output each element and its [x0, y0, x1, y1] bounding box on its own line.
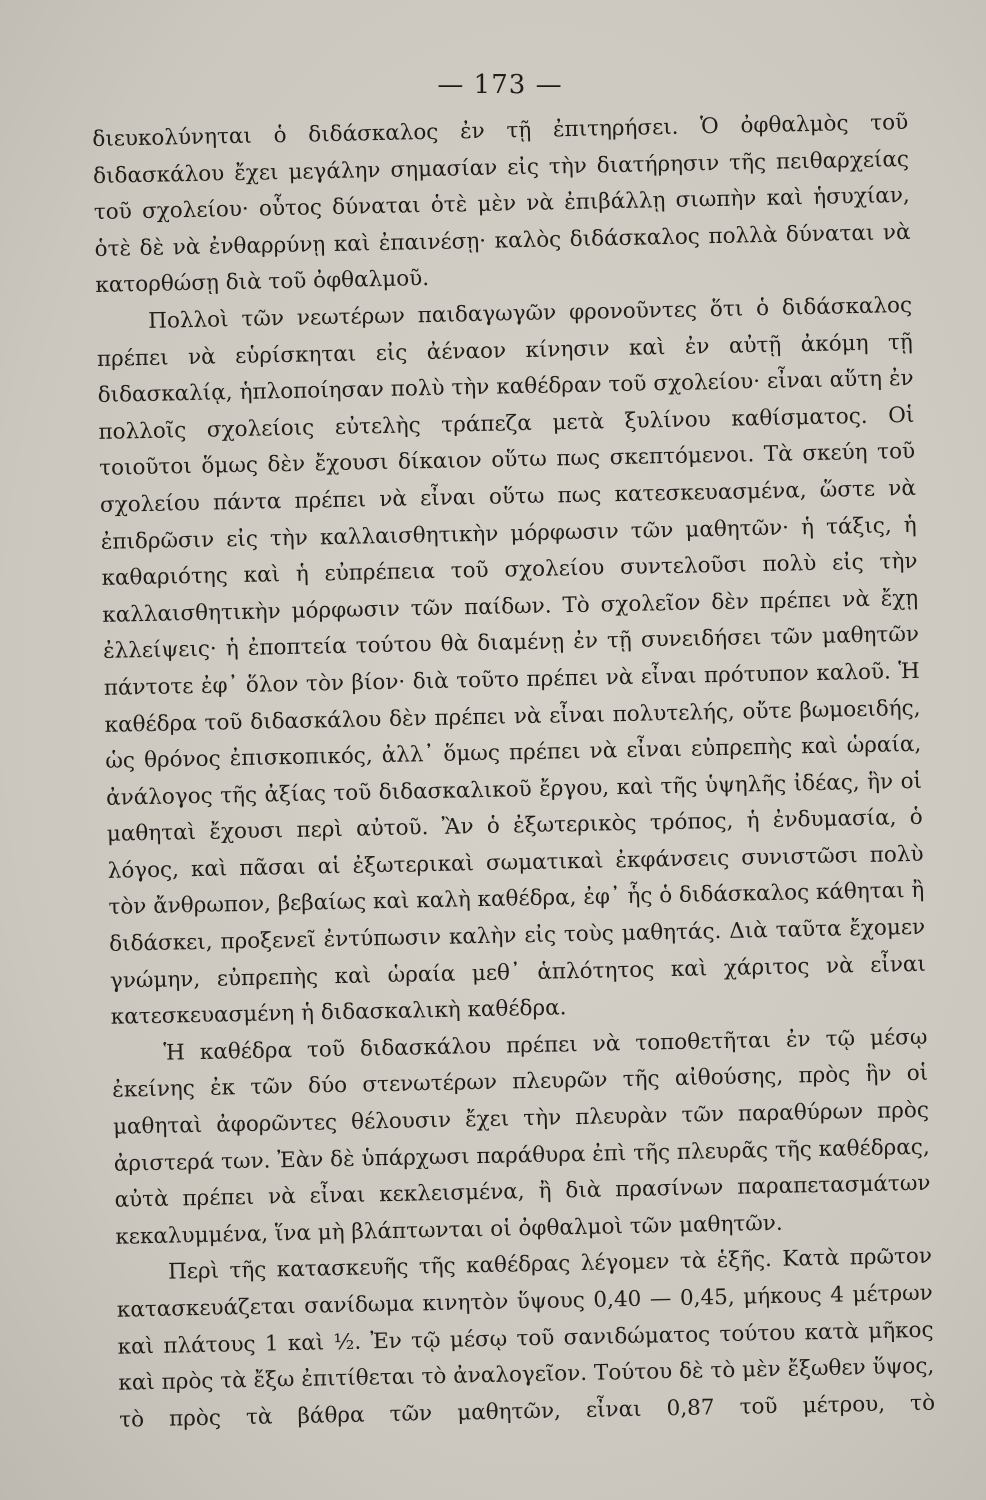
body-text: [92, 105, 935, 1439]
paragraph-4: Περὶ τῆς κατασκευῆς τῆς καθέδρας λέγομεν τὰ ἑξῆς. Κατὰ πρῶτον κατασκευάζεται σανίδωμα κινητὸν ὕψους 0,40 — 0,45, μήκους 4 μέτρων καὶ πλάτους 1 καὶ ½. Ἐν τῷ μέσῳ τοῦ σανιδώματος τούτου κατὰ μῆκος καὶ πρὸς τὰ ἔξω ἐπιτίθεται τὸ ἀναλογεῖον. Τούτου δὲ τὸ μὲν ἔξωθεν ὕψος, τὸ πρὸς τὰ βάθρα τῶν μαθητῶν, εἶναι 0,87 τοῦ μέτρου, τὸ: [116, 1244, 936, 1433]
paragraph-2: Πολλοὶ τῶν νεωτέρων παιδαγωγῶν φρονοῦντες ὅτι ὁ διδάσκαλος πρέπει νὰ εὑρίσκηται εἰς ἀέναον κίνησιν καὶ ἐν αὐτῇ ἀκόμη τῇ διδασκαλίᾳ, ἡπλοποίησαν πολὺ τὴν καθέδραν τοῦ σχολείου· εἶναι αὕτη ἐν πολλοῖς σχολείοις εὐτελὴς τράπεζα μετὰ ξυλίνου καθίσματος. Οἱ τοιοῦτοι ὅμως δὲν ἔχουσι δίκαιον οὕτω πως σκεπτόμενοι. Τὰ σκεύη τοῦ σχολείου πάντα πρέπει νὰ εἶναι οὕτω πως κατεσκευασμένα, ὥστε νὰ ἐπιδρῶσιν εἰς τὴν καλλαισθητικὴν μόρφωσιν τῶν μαθητῶν· ἡ τάξις, ἡ καθαριότης καὶ ἡ εὐπρέπεια τοῦ σχολείου συντελοῦσι πολὺ εἰς τὴν καλλαισθητικὴν μόρφωσιν τῶν παίδων. Τὸ σχολεῖον δὲν πρέπει νὰ ἔχῃ ἐλλείψεις· ἡ ἐποπτεία τούτου θὰ διαμένῃ ἐν τῇ συνειδήσει τῶν μαθητῶν πάντοτε ἐφ᾽ ὅλον τὸν βίον· διὰ τοῦτο πρέπει νὰ εἶναι πρότυπον καλοῦ. Ἡ καθέδρα τοῦ διδασκάλου δὲν πρέπει νὰ εἶναι πολυτελής, οὔτε βωμοειδής, ὡς θρόνος ἐπισκοπικός, ἀλλ᾽ ὅμως πρέπει νὰ εἶναι εὐπρεπὴς καὶ ὡραία, ἀνάλογος τῆς ἀξίας τοῦ διδασκαλικοῦ ἔργου, καὶ τῆς ὑψηλῆς ἰδέας, ἣν οἱ μαθηταὶ ἔχουσι περὶ αὐτοῦ. Ἂν ὁ ἐξωτερικὸς τρόπος, ἡ ἐνδυμασία, ὁ λόγος, καὶ πᾶσαι αἱ ἐξωτερικαὶ σωματικαὶ ἐκφάνσεις συνιστῶσι πολὺ τὸν ἄνθρωπον, βεβαίως καὶ καλὴ καθέδρα, ἐφ᾽ ἧς ὁ διδάσκαλος κάθηται ἢ διδάσκει, προξενεῖ ἐντύπωσιν καλὴν εἰς τοὺς μαθητάς. Διὰ ταῦτα ἔχομεν γνώμην, εὐπρεπὴς καὶ ὡραία μεθ᾽ ἁπλότητος καὶ χάριτος νὰ εἶναι κατεσκευασμένη ἡ διδασκαλικὴ καθέδρα.: [96, 292, 927, 1031]
paragraph-1: διευκολύνηται ὁ διδάσκαλος ἐν τῇ ἐπιτηρήσει. Ὁ ὀφθαλμὸς τοῦ διδασκάλου ἔχει μεγάλην σημασίαν εἰς τὴν διατήρησιν τῆς πειθαρχείας τοῦ σχολείου· οὗτος δύναται ὁτὲ μὲν νὰ ἐπιβάλλῃ σιωπὴν καὶ ἡσυχίαν, ὁτὲ δὲ νὰ ἐνθαρρύνῃ καὶ ἐπαινέσῃ· καλὸς διδάσκαλος πολλὰ δύναται νὰ κατορθώσῃ διὰ τοῦ ὀφθαλμοῦ.: [92, 109, 911, 299]
page-number: — 173 —: [437, 70, 563, 100]
paragraph-3: Ἡ καθέδρα τοῦ διδασκάλου πρέπει νὰ τοποθετῆται ἐν τῷ μέσῳ ἐκείνης ἐκ τῶν δύο στενωτέρων πλευρῶν τῆς αἰθούσης, πρὸς ἣν οἱ μαθηταὶ ἀφορῶντες θέλουσιν ἔχει τὴν πλευρὰν τῶν παραθύρων πρὸς ἀριστερά των. Ἐὰν δὲ ὑπάρχωσι παράθυρα ἐπὶ τῆς πλευρᾶς τῆς καθέδρας, αὐτὰ πρέπει νὰ εἶναι κεκλεισμένα, ἢ διὰ πρασίνων παραπετασμάτων κεκαλυμμένα, ἵνα μὴ βλάπτωνται οἱ ὀφθαλμοὶ τῶν μαθητῶν.: [112, 1024, 931, 1250]
